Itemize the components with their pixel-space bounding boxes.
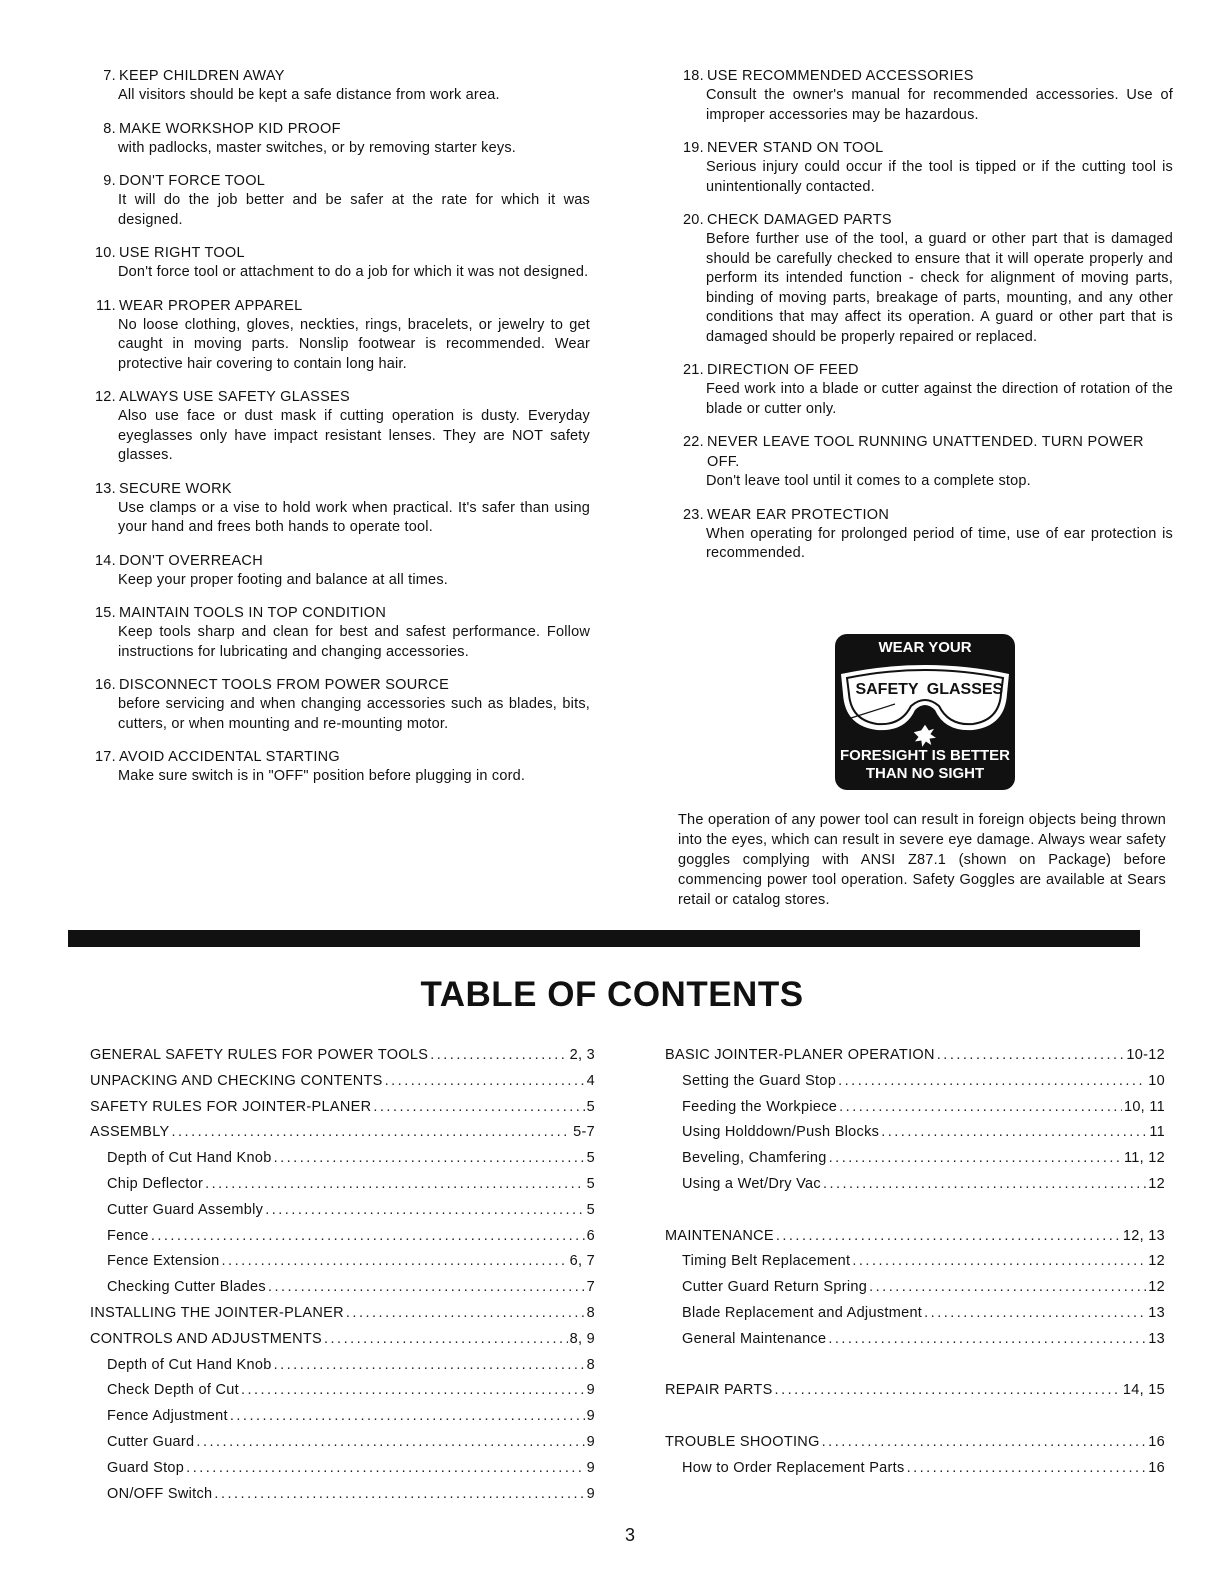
toc-entry-leader [265,1202,584,1218]
safety-rule-heading [90,243,590,263]
toc-entry-leader [274,1357,585,1373]
toc-entry-label: Depth of Cut Hand Knob [107,1150,272,1167]
toc-entry-page: 10-12 [1126,1047,1165,1063]
toc-entry-page: 9 [586,1433,595,1450]
toc-entry [90,1486,595,1512]
toc-entry [90,1099,595,1125]
badge-line1-text: FORESIGHT IS BETTER [839,747,1011,764]
toc-entry-label: BASIC JOINTER-PLANER OPERATION [665,1047,935,1063]
toc-entry-label: INSTALLING THE JOINTER-PLANER [90,1304,344,1321]
safety-rule [90,66,590,106]
toc-entry [90,1176,595,1202]
toc-entry-leader [196,1434,584,1450]
safety-rule [90,747,590,787]
safety-rule [90,479,590,538]
toc-right-column [665,1047,1165,1486]
toc-entry-leader [268,1279,585,1295]
toc-entry-page: 14, 15 [1122,1382,1165,1399]
toc-entry-leader [852,1253,1146,1269]
toc-entry-page: 2, 3 [569,1047,595,1063]
safety-rule-number: 8. [103,120,116,137]
safety-rule-heading [90,551,590,571]
toc-entry-label: MAINTENANCE [665,1227,774,1244]
toc-entry-label: Depth of Cut Hand Knob [107,1356,272,1373]
toc-spacer [665,1408,1165,1434]
safety-rule-body: Serious injury could occur if the tool is tipped or if the cutting tool is unintentionally contacted. [706,159,1173,195]
safety-rule [90,119,590,159]
safety-rule-number: 18. [682,68,704,84]
toc-entry-page: 5 [586,1201,595,1218]
toc-entry [665,1331,1165,1357]
toc-entry-leader [214,1486,584,1502]
toc-entry-page: 4 [586,1072,595,1089]
safety-rule-title: DON'T OVERREACH [119,552,263,569]
toc-entry [665,1253,1165,1279]
toc-entry [665,1228,1165,1254]
toc-entry-label: Chip Deflector [107,1175,204,1192]
safety-rule [90,387,590,466]
safety-rule-body: When operating for prolonged period of time, use of ear protection is recommended. [706,525,1173,561]
safety-rule-heading [90,171,590,191]
toc-entry-leader [828,1331,1146,1347]
toc-entry-leader [373,1099,584,1115]
toc-entry [665,1279,1165,1305]
toc-entry-label: Beveling, Chamfering [682,1150,827,1167]
safety-rule [678,360,1173,419]
safety-rule [678,66,1173,125]
safety-rule-body: Don't force tool or attachment to do a job for which it was not designed. [118,264,589,280]
toc-entry-page: 8 [586,1304,595,1321]
safety-rule-number: 16. [94,677,116,693]
safety-rule-title: CHECK DAMAGED PARTS [707,212,892,228]
toc-entry-page: 6 [586,1227,595,1244]
safety-rule-heading [678,360,1173,380]
safety-rule-title: DISCONNECT TOOLS FROM POWER SOURCE [119,677,450,693]
safety-rule-heading [90,66,590,86]
toc-entry-leader [222,1253,568,1269]
toc-entry-label: Blade Replacement and Adjustment [682,1304,923,1321]
safety-rule-body: Before further use of the tool, a guard or other part that is damaged should be carefully checked to ensure that it will operate properly and perform its intended function - check for alignment of moving parts, binding of moving parts, breakage of parts, mounting, and any other conditions that may affect its operation. A guard or other part that is damaged should be properly repaired or replaced. [706,231,1173,345]
safety-rule-title: USE RECOMMENDED ACCESSORIES [707,68,974,84]
safety-rule-number: 21. [682,362,704,378]
safety-rule-title: NEVER LEAVE TOOL RUNNING UNATTENDED. TURN POWER OFF. [707,434,1144,470]
toc-entry [665,1099,1165,1125]
toc-entry [665,1382,1165,1408]
toc-entry-leader [274,1150,585,1166]
safety-rule-number: 15. [94,605,116,621]
toc-entry [90,1202,595,1228]
safety-rule [90,296,590,375]
safety-rule [90,243,590,283]
safety-rule-body: Don't leave tool until it comes to a complete stop. [706,473,1031,489]
toc-entry [90,1357,595,1383]
safety-rule-body: Make sure switch is in "OFF" position before plugging in cord. [118,768,526,784]
toc-entry-leader [823,1176,1146,1192]
toc-entry-label: CONTROLS AND ADJUSTMENTS [90,1330,322,1347]
toc-entry-label: UNPACKING AND CHECKING CONTENTS [90,1072,383,1089]
toc-entry [90,1279,595,1305]
toc-entry-label: Cutter Guard Return Spring [682,1279,868,1296]
toc-entry-label: Using Holddown/Push Blocks [682,1124,880,1141]
toc-entry [90,1382,595,1408]
toc-entry-page: 12, 13 [1122,1227,1165,1244]
safety-rule-number: 23. [682,506,704,523]
toc-entry-leader [924,1305,1146,1321]
safety-rule-body: It will do the job better and be safer at the rate for which it was designed. [118,192,590,228]
toc-entry [665,1460,1165,1486]
toc-entry-label: TROUBLE SHOOTING [665,1433,820,1450]
toc-entry-leader [324,1331,568,1347]
safety-rule-number: 20. [682,212,704,228]
badge-line2-text: THAN NO SIGHT [865,765,985,782]
toc-entry-leader [881,1124,1147,1140]
badge-top-text: WEAR YOUR [878,639,972,656]
safety-rule-heading [90,603,590,623]
toc-spacer [665,1202,1165,1228]
toc-entry-label: How to Order Replacement Parts [682,1459,905,1476]
safety-rule-title: MAKE WORKSHOP KID PROOF [119,120,341,137]
safety-rule-title: DIRECTION OF FEED [707,362,859,378]
safety-rule-number: 13. [94,480,116,497]
safety-rule-number: 11. [96,297,116,314]
toc-entry-label: Fence Extension [107,1253,220,1270]
safety-rule-title: NEVER STAND ON TOOL [707,140,884,156]
safety-rule-body: Keep your proper footing and balance at all times. [118,571,449,588]
toc-entry-label: Fence [107,1227,149,1244]
toc-spacer [665,1357,1165,1383]
safety-rule-heading [678,66,1173,86]
toc-entry [90,1150,595,1176]
toc-entry-page: 9 [586,1485,595,1502]
safety-rule-heading [678,210,1173,230]
toc-entry-page: 5-7 [573,1124,595,1141]
toc-entry-page: 10 [1148,1072,1165,1089]
toc-entry-leader [151,1228,585,1244]
toc-entry-page: 16 [1148,1459,1165,1476]
toc-entry [90,1305,595,1331]
toc-entry [665,1176,1165,1202]
safety-rule-title: SECURE WORK [119,480,232,497]
toc-entry [665,1305,1165,1331]
toc-entry [90,1408,595,1434]
toc-entry-page: 9 [586,1408,595,1425]
safety-rule [90,675,590,734]
toc-entry-label: SAFETY RULES FOR JOINTER-PLANER [90,1098,372,1115]
toc-entry-page: 6, 7 [569,1253,595,1270]
safety-rule-heading [90,675,590,695]
safety-rule-number: 7. [103,68,116,84]
toc-entry-page: 8, 9 [569,1330,595,1347]
toc-entry-page: 9 [586,1382,595,1399]
safety-rule-title: WEAR EAR PROTECTION [707,506,890,523]
safety-rule-number: 12. [94,389,116,405]
toc-entry-leader [186,1460,584,1476]
toc-entry-leader [430,1047,567,1063]
toc-entry-label: Using a Wet/Dry Vac [682,1175,821,1192]
safety-rule-number: 19. [682,140,704,156]
safety-rule-heading [678,432,1173,472]
safety-rule-number: 9. [103,173,116,189]
safety-rule-body: No loose clothing, gloves, neckties, rings, bracelets, or jewelry to get caught in moving parts. Nonslip footwear is recommended. Wear protective hair covering to contain long hair. [118,316,590,372]
safety-rule-body: Also use face or dust mask if cutting operation is dusty. Everyday eyeglasses only have impact resistant lenses. They are NOT safety glasses. [118,408,590,463]
safety-rule [678,210,1173,347]
toc-entry-leader [241,1382,585,1398]
toc-entry [665,1073,1165,1099]
toc-entry-label: Timing Belt Replacement [682,1253,851,1270]
toc-entry-label: Setting the Guard Stop [682,1072,837,1089]
toc-entry-page: 13 [1148,1304,1165,1321]
safety-rule-number: 22. [682,434,704,450]
safety-rule-body: before servicing and when changing accessories such as blades, bits, cutters, or when mounting and re-mounting motor. [118,696,590,732]
toc-entry-leader [937,1047,1125,1063]
safety-rule-number: 10. [94,245,116,261]
toc-entry [90,1228,595,1254]
section-divider-bar [68,930,1140,947]
safety-rule-title: AVOID ACCIDENTAL STARTING [119,749,341,765]
toc-title: TABLE OF CONTENTS [420,975,804,1014]
toc-entry [90,1073,595,1099]
toc-entry-leader [869,1279,1146,1295]
toc-entry-leader [205,1176,585,1192]
safety-rule-body: Keep tools sharp and clean for best and safest performance. Follow instructions for lubricating and changing accessories. [118,624,590,660]
toc-entry [665,1047,1165,1073]
goggles-paragraph: The operation of any power tool can result in foreign objects being thrown into the eyes, which can result in severe eye damage. Always wear safety goggles complying with ANSI Z87.1 (shown on Package) before commencing power tool operation. Safety Goggles are available at Sears retail or catalog stores. [678,812,1166,908]
safety-rule-number: 17. [94,749,116,765]
safety-rule-title: ALWAYS USE SAFETY GLASSES [119,389,350,405]
safety-rules-left-column [90,66,590,800]
safety-rule-number: 14. [94,552,116,569]
toc-entry-label: REPAIR PARTS [665,1382,773,1399]
toc-entry-page: 9 [586,1459,595,1476]
toc-entry-label: Cutter Guard Assembly [107,1201,264,1218]
safety-rules-right-column [678,66,1173,577]
toc-entry-page: 12 [1148,1279,1165,1296]
toc-entry-leader [838,1073,1146,1089]
toc-entry-label: Fence Adjustment [107,1408,228,1425]
toc-entry [665,1150,1165,1176]
toc-entry-label: Feeding the Workpiece [682,1098,838,1115]
toc-entry-leader [776,1228,1121,1244]
safety-rule-body: All visitors should be kept a safe distance from work area. [118,87,500,103]
toc-entry-leader [839,1099,1122,1115]
toc-entry-leader [346,1305,585,1321]
safety-rule-body: Feed work into a blade or cutter against the direction of rotation of the blade or cutter only. [706,381,1173,417]
toc-entry-page: 16 [1148,1433,1165,1450]
safety-rule-title: MAINTAIN TOOLS IN TOP CONDITION [119,605,387,621]
toc-entry-page: 11 [1149,1124,1165,1141]
safety-rule [678,138,1173,197]
toc-entry-leader [829,1150,1122,1166]
safety-rule-body: Consult the owner's manual for recommended accessories. Use of improper accessories may be hazardous. [706,87,1173,123]
safety-rule [90,171,590,230]
toc-entry-label: GENERAL SAFETY RULES FOR POWER TOOLS [90,1047,429,1063]
safety-rule-body: Use clamps or a vise to hold work when practical. It's safer than using your hand and frees both hands to operate tool. [118,499,590,535]
badge-right-lens-text: GLASSES [926,681,1004,698]
toc-entry [90,1434,595,1460]
toc-entry-page: 13 [1148,1330,1165,1347]
toc-entry-leader [172,1124,572,1140]
toc-entry-label: General Maintenance [682,1330,827,1347]
toc-entry [90,1331,595,1357]
safety-rule-heading [678,505,1173,525]
safety-rule-title: KEEP CHILDREN AWAY [119,68,285,84]
safety-rule [678,505,1173,564]
safety-rule [90,603,590,662]
toc-entry-page: 12 [1148,1175,1165,1192]
toc-entry-page: 7 [586,1279,595,1296]
toc-entry-label: ON/OFF Switch [107,1485,213,1502]
toc-entry-page: 8 [586,1356,595,1373]
safety-rule-title: DON'T FORCE TOOL [119,173,266,189]
toc-entry [90,1124,595,1150]
toc-entry-label: Cutter Guard [107,1433,195,1450]
safety-glasses-badge [835,634,1015,790]
toc-entry-leader [822,1434,1147,1450]
toc-entry-page: 10, 11 [1123,1098,1165,1115]
toc-entry-leader [775,1382,1121,1398]
toc-entry-label: Checking Cutter Blades [107,1279,266,1296]
safety-rule [90,551,590,591]
safety-rule [678,432,1173,492]
safety-rule-heading [90,747,590,767]
toc-entry-page: 12 [1148,1253,1165,1270]
toc-entry [90,1047,595,1073]
safety-rule-heading [90,296,590,316]
toc-entry-page: 11, 12 [1123,1150,1165,1167]
safety-rule-heading [90,387,590,407]
toc-entry-leader [230,1408,585,1424]
toc-entry-label: ASSEMBLY [90,1124,170,1141]
toc-entry-leader [907,1460,1147,1476]
safety-rule-title: WEAR PROPER APPAREL [119,297,303,314]
toc-entry-label: Guard Stop [107,1459,185,1476]
toc-entry-page: 5 [586,1098,595,1115]
safety-rule-heading [678,138,1173,158]
toc-entry-page: 5 [586,1175,595,1192]
toc-left-column [90,1047,595,1511]
toc-entry-leader [385,1073,585,1089]
toc-entry [90,1460,595,1486]
safety-rule-heading [90,119,590,139]
toc-entry [90,1253,595,1279]
toc-entry [665,1434,1165,1460]
safety-goggles-icon [835,634,1015,790]
toc-entry-label: Check Depth of Cut [107,1382,239,1399]
toc-entry [665,1124,1165,1150]
page-number: 3 [624,1525,635,1545]
badge-left-lens-text: SAFETY [855,681,919,698]
toc-entry-page: 5 [586,1150,595,1167]
safety-rule-body: with padlocks, master switches, or by removing starter keys. [118,139,516,156]
safety-rule-title: USE RIGHT TOOL [119,245,245,261]
safety-rule-heading [90,479,590,499]
